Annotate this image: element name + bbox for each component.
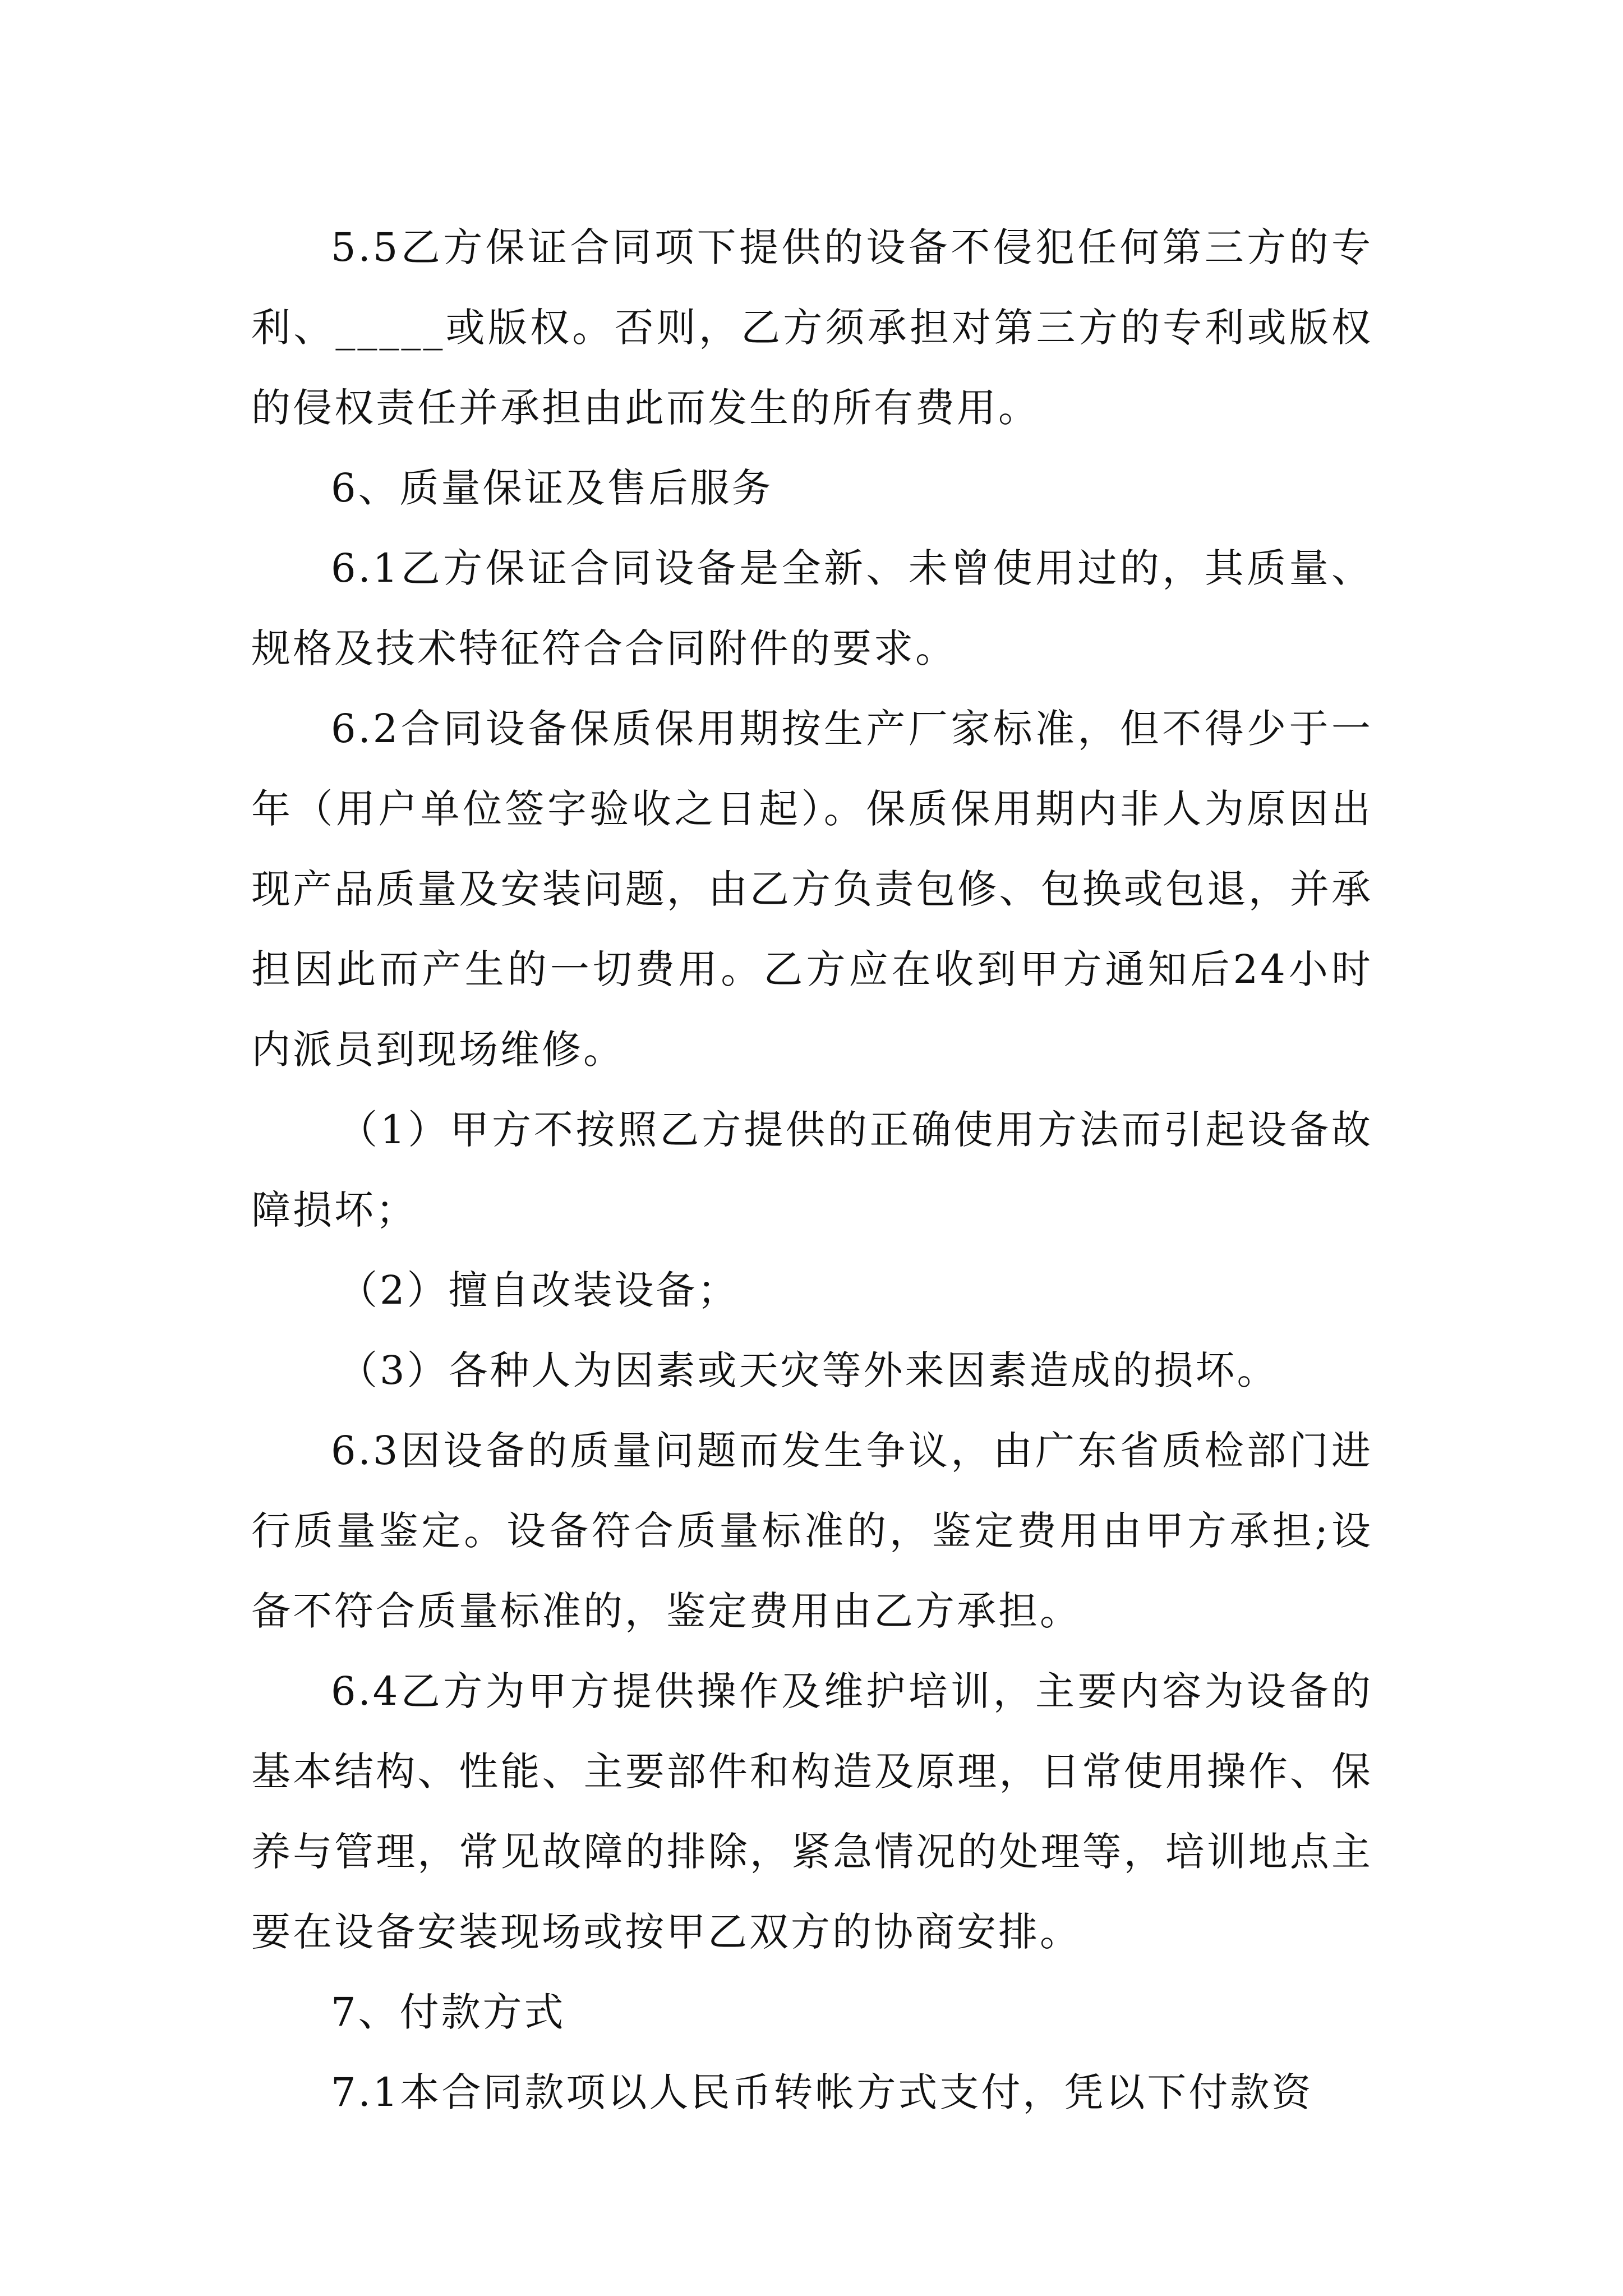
exception-item-1: （1）甲方不按照乙方提供的正确使用方法而引起设备故障损坏； <box>251 1107 1373 1233</box>
section-heading-6: 6、质量保证及售后服务 <box>331 465 773 511</box>
clause-7-1: 7.1本合同款项以人民币转帐方式支付，凭以下付款资 <box>331 2069 1313 2115</box>
section-heading-7: 7、付款方式 <box>331 1989 566 2035</box>
clause-6-4: 6.4乙方为甲方提供操作及维护培训，主要内容为设备的基本结构、性能、主要部件和构造及原理，日常使用操作、保养与管理，常见故障的排除，紧急情况的处理等，培训地点主要在设备安装现场或按甲乙双方的协商安排。 <box>251 1668 1373 1955</box>
exception-item-2: （2）擅自改装设备； <box>338 1267 739 1313</box>
clause-6-2: 6.2合同设备保质保用期按生产厂家标准，但不得少于一年（用户单位签字验收之日起）。保质保用期内非人为原因出现产品质量及安装问题，由乙方负责包修、包换或包退，并承担因此而产生的一切费用。乙方应在收到甲方通知后24小时内派员到现场维修。 <box>251 706 1373 1073</box>
document-body <box>251 208 1373 2133</box>
clause-5-5: 5.5乙方保证合同项下提供的设备不侵犯任何第三方的专利、_____或版权。否则，乙方须承担对第三方的专利或版权的侵权责任并承担由此而发生的所有费用。 <box>251 224 1373 431</box>
exception-item-3: （3）各种人为因素或天灾等外来因素造成的损坏。 <box>338 1347 1279 1393</box>
clause-6-1: 6.1乙方保证合同设备是全新、未曾使用过的，其质量、规格及技术特征符合合同附件的要求。 <box>251 545 1373 671</box>
clause-6-3: 6.3因设备的质量问题而发生争议，由广东省质检部门进行质量鉴定。设备符合质量标准的，鉴定费用由甲方承担;设备不符合质量标准的，鉴定费用由乙方承担。 <box>251 1428 1373 1634</box>
